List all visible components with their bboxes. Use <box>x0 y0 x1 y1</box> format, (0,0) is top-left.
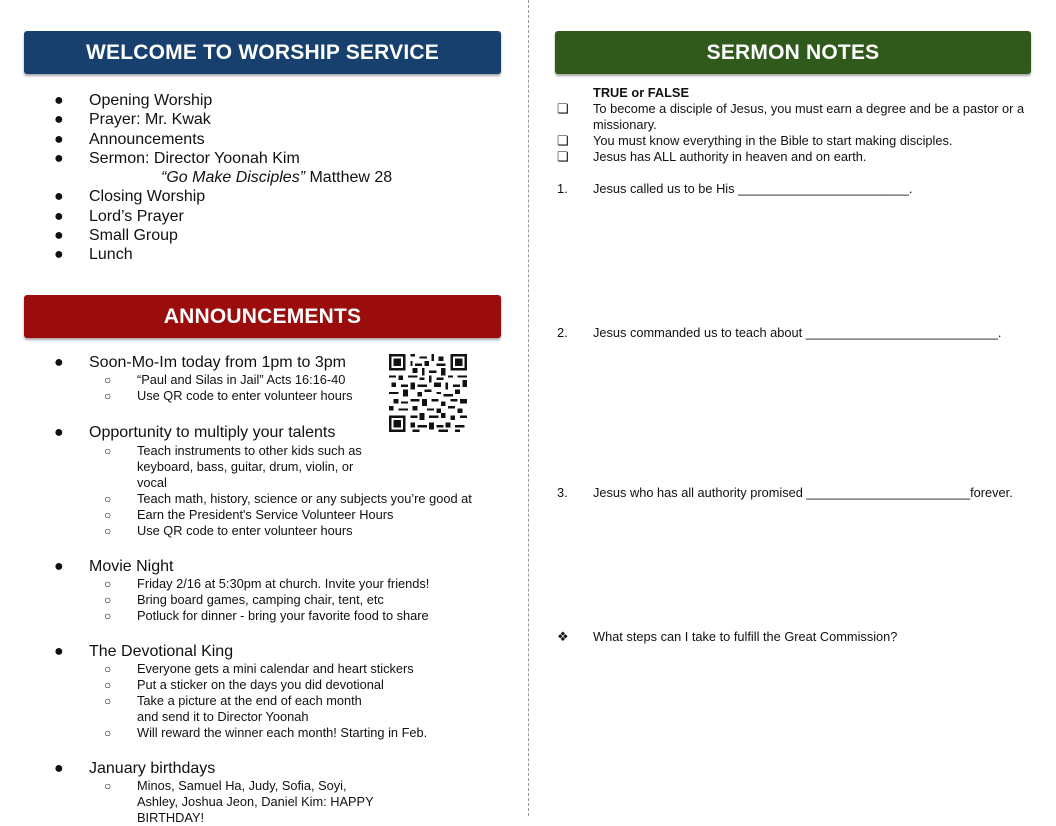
circle-bullet-icon: ○ <box>104 694 112 709</box>
sermon-notes-banner <box>555 31 1031 74</box>
question-text: Jesus commanded us to teach about ___________________________. <box>593 325 1002 340</box>
circle-bullet-icon: ○ <box>104 678 112 693</box>
announcement-subitem: ○ Potluck for dinner - bring your favorite food to share <box>104 607 429 623</box>
list-item: ● Closing Worship <box>54 188 206 206</box>
bullet-icon: ● <box>54 111 64 129</box>
announcement-subitem: ○ Teach math, history, science or any subjects you’re good at <box>104 490 472 506</box>
announcement-heading: ● Opportunity to multiply your talents <box>54 424 336 442</box>
bullet-icon: ● <box>54 354 64 371</box>
bullet-icon: ● <box>54 246 64 264</box>
bullet-icon: ● <box>54 424 64 442</box>
list-item: ● Sermon: Director Yoonah Kim <box>54 149 300 167</box>
announcement-heading: ● January birthdays <box>54 760 216 778</box>
qr-code <box>389 354 467 432</box>
circle-bullet-icon: ○ <box>104 491 112 506</box>
circle-bullet-icon: ○ <box>104 443 112 458</box>
question-number: 2. <box>557 325 568 340</box>
question-number: 1. <box>557 181 568 196</box>
circle-bullet-icon: ○ <box>104 779 112 794</box>
announcement-subitem: ○ Bring board games, camping chair, tent, etc <box>104 591 384 607</box>
announcement-subitem: ○ Take a picture at the end of each month and send it to Director Yoonah <box>104 693 362 725</box>
true-false-item: To become a disciple of Jesus, you must earn a degree and be a pastor or a missionary. <box>593 101 1025 132</box>
announcement-subitem: ○ Use QR code to enter volunteer hours <box>104 388 353 404</box>
welcome-title: WELCOME TO WORSHIP SERVICE <box>86 40 439 64</box>
diamond-icon: ❖ <box>557 629 569 644</box>
circle-bullet-icon: ○ <box>104 608 112 623</box>
question-text: Jesus called us to be His ________________________. <box>593 181 913 196</box>
circle-bullet-icon: ○ <box>104 662 112 677</box>
fold-divider <box>528 0 529 816</box>
circle-bullet-icon: ○ <box>104 726 112 741</box>
bullet-icon: ● <box>54 207 64 225</box>
order-of-service-list <box>24 91 504 265</box>
list-item: ● Prayer: Mr. Kwak <box>54 111 211 129</box>
sermon-title-line: “Go Make Disciples” Matthew 28 <box>161 169 393 187</box>
circle-bullet-icon: ○ <box>104 576 112 591</box>
announcement-heading: ● The Devotional King <box>54 642 234 660</box>
circle-bullet-icon: ○ <box>104 507 112 522</box>
question-number: 3. <box>557 485 568 500</box>
list-item: ● Lunch <box>54 246 133 264</box>
checkbox-icon: ❏ <box>557 133 569 148</box>
circle-bullet-icon: ○ <box>104 389 112 404</box>
announcement-subitem: ○ “Paul and Silas in Jail” Acts 16:16-40 <box>104 372 346 388</box>
circle-bullet-icon: ○ <box>104 592 112 607</box>
announcement-subitem: ○ Earn the President's Service Volunteer Hours <box>104 506 394 522</box>
announcement-subitem: ○ Put a sticker on the days you did devotional <box>104 677 384 693</box>
announcements-title: ANNOUNCEMENTS <box>163 304 362 328</box>
announcement-subitem: ○ Minos, Samuel Ha, Judy, Sofia, Soyi, Ashley, Joshua Jeon, Daniel Kim: HAPPY BIRTHDAY! <box>104 778 374 826</box>
circle-bullet-icon: ○ <box>104 523 112 538</box>
circle-bullet-icon: ○ <box>104 373 112 388</box>
true-false-item: Jesus has ALL authority in heaven and on earth. <box>593 149 867 164</box>
announcement-heading: ● Soon-Mo-Im today from 1pm to 3pm <box>54 354 346 371</box>
announcement-heading: ● Movie Night <box>54 557 174 575</box>
list-item: ● Opening Worship <box>54 92 213 109</box>
list-item: ● Announcements <box>54 130 205 148</box>
list-item: ● Small Group <box>54 227 178 245</box>
welcome-banner <box>24 31 501 74</box>
bullet-icon: ● <box>54 557 64 575</box>
bullet-icon: ● <box>54 760 64 778</box>
true-false-item: You must know everything in the Bible to start making disciples. <box>593 133 953 148</box>
sermon-notes-title: SERMON NOTES <box>706 40 880 64</box>
announcement-subitem: ○ Will reward the winner each month! Starting in Feb. <box>104 725 428 741</box>
announcement-subitem: ○ Teach instruments to other kids such as keyboard, bass, guitar, drum, violin, or vocal <box>104 442 362 490</box>
bullet-icon: ● <box>54 188 64 206</box>
bullet-icon: ● <box>54 130 64 148</box>
announcements-banner <box>24 295 501 338</box>
question-text: Jesus who has all authority promised _______________________forever. <box>593 485 1013 500</box>
bullet-icon: ● <box>54 92 64 109</box>
reflection-question: What steps can I take to fulfill the Great Commission? <box>593 629 898 644</box>
announcement-subitem: ○ Everyone gets a mini calendar and heart stickers <box>104 661 414 677</box>
true-false-heading: TRUE or FALSE <box>593 85 689 100</box>
checkbox-icon: ❏ <box>557 101 569 116</box>
checkbox-icon: ❏ <box>557 149 569 164</box>
bullet-icon: ● <box>54 149 64 167</box>
announcement-subitem: ○ Use QR code to enter volunteer hours <box>104 522 353 538</box>
list-item: ● Lord’s Prayer <box>54 207 184 225</box>
bullet-icon: ● <box>54 642 64 660</box>
announcement-subitem: ○ Friday 2/16 at 5:30pm at church. Invite your friends! <box>104 575 430 591</box>
bullet-icon: ● <box>54 227 64 245</box>
